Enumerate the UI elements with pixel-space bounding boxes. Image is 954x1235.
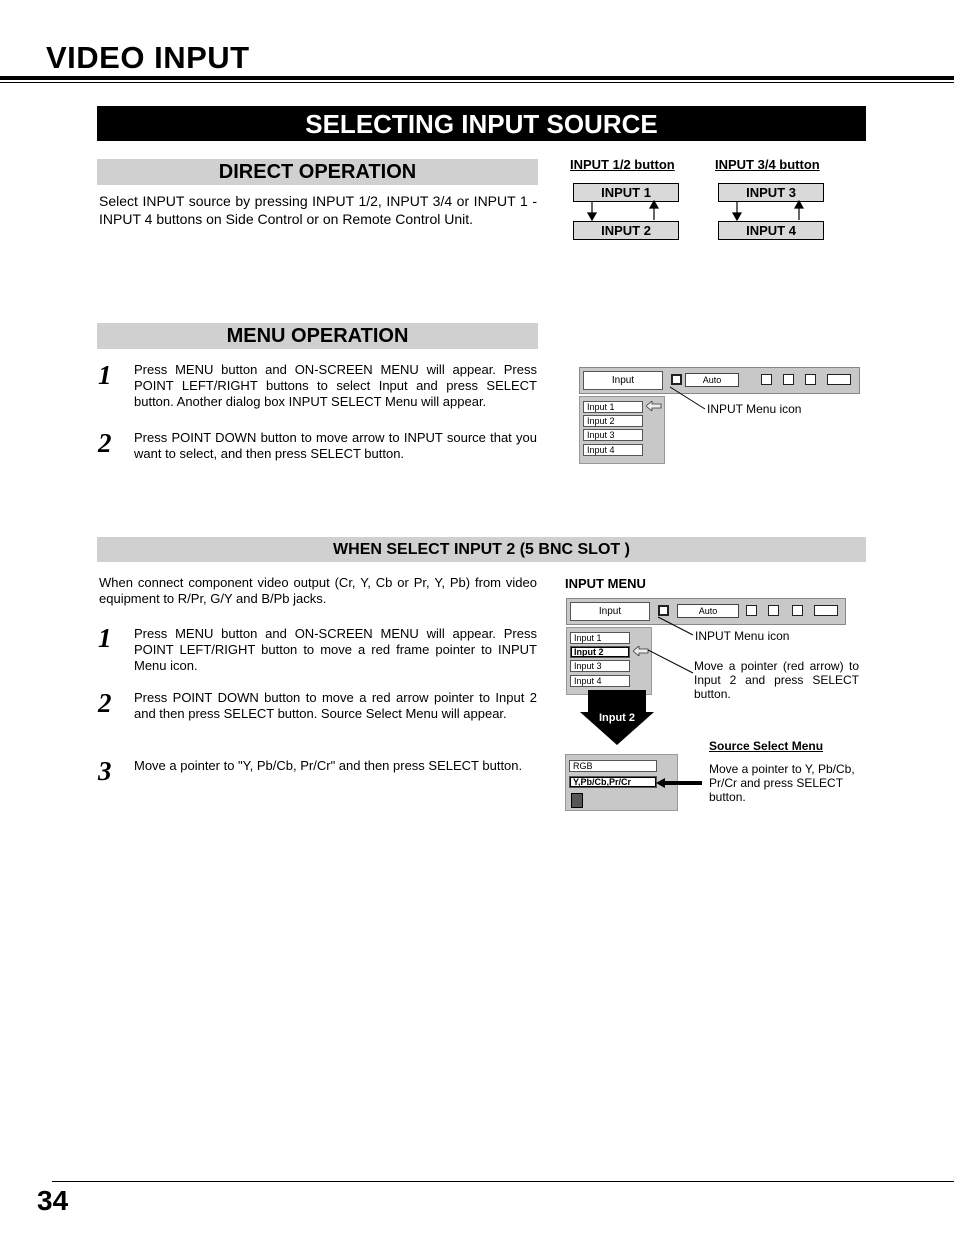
menu-item-input-4: Input 4 [583, 444, 643, 456]
input-select-menu [579, 396, 665, 464]
source-item-ypbpr: Y,Pb/Cb,Pr/Cr [569, 776, 657, 788]
exit-icon [571, 793, 583, 808]
bnc-menu-item-input-3: Input 3 [570, 660, 630, 672]
menu-auto-field: Auto [685, 373, 739, 387]
settings-icon [827, 374, 851, 385]
direct-operation-text: Select INPUT source by pressing INPUT 1/2, INPUT 3/4 or INPUT 1 - INPUT 4 buttons on Side Control or on Remote Control Unit. [99, 193, 537, 227]
section-banner: SELECTING INPUT SOURCE [97, 106, 866, 141]
menu-step-1-text: Press MENU button and ON-SCREEN MENU will appear. Press POINT LEFT/RIGHT buttons to select Input and press SELECT button. Another dialog box INPUT SELECT Menu will appear. [134, 362, 537, 409]
toggle-arrows [570, 200, 830, 222]
header-rule-thin [0, 82, 954, 83]
bnc-menu-auto-field: Auto [677, 604, 739, 618]
input-menu-icon-caption: INPUT Menu icon [707, 402, 802, 416]
input-3-button: INPUT 3 [718, 183, 824, 202]
page-number: 34 [37, 1185, 69, 1216]
input-12-arrows [588, 201, 658, 220]
input-4-button: INPUT 4 [718, 221, 824, 240]
bnc-step-1-number: 1 [98, 623, 112, 653]
bnc-image-icon [792, 605, 803, 616]
input-2-button: INPUT 2 [573, 221, 679, 240]
input-1-button: INPUT 1 [573, 183, 679, 202]
footer-rule [52, 1181, 954, 1182]
bnc-menu-item-input-2: Input 2 [570, 646, 630, 658]
menu-item-input-1: Input 1 [583, 401, 643, 413]
bnc-input-select-menu [566, 627, 652, 695]
bnc-settings-icon [814, 605, 838, 616]
input-menu-icon [671, 374, 682, 385]
menu-step-2-text: Press POINT DOWN button to move arrow to INPUT source that you want to select, and then press SELECT button. [134, 430, 537, 461]
input-menu-label: INPUT MENU [565, 576, 646, 591]
bnc-section-heading: WHEN SELECT INPUT 2 (5 BNC SLOT ) [97, 537, 866, 562]
bnc-menu-input-tab: Input [570, 602, 650, 621]
source-select-menu-label: Source Select Menu [709, 739, 824, 753]
bnc-pointer-arrow-icon [633, 646, 649, 656]
bnc-onscreen-menu-bar [566, 598, 846, 625]
menu-icon-leader-line [660, 385, 710, 415]
menu-item-input-2: Input 2 [583, 415, 643, 427]
menu-operation-heading: MENU OPERATION [97, 323, 538, 349]
input-34-group-label: INPUT 3/4 button [715, 157, 820, 172]
header-rule [0, 76, 954, 80]
onscreen-menu-bar [579, 367, 860, 394]
source-select-caption: Move a pointer to Y, Pb/Cb, Pr/Cr and press SELECT button. [709, 762, 855, 804]
menu-item-input-3: Input 3 [583, 429, 643, 441]
bnc-menu-item-input-1: Input 1 [570, 632, 630, 644]
bnc-menu-item-input-4: Input 4 [570, 675, 630, 687]
bnc-step-2-text: Press POINT DOWN button to move a red arrow pointer to Input 2 and then press SELECT button. Source Select Menu will appear. [134, 690, 537, 721]
bnc-step-2-number: 2 [98, 688, 112, 718]
input-12-group-label: INPUT 1/2 button [570, 157, 675, 172]
image-icon [805, 374, 816, 385]
menu-input-tab: Input [583, 371, 663, 390]
bnc-filter-icon [768, 605, 779, 616]
source-item-rgb: RGB [569, 760, 657, 772]
input-34-arrows [733, 201, 803, 220]
bnc-intro-text: When connect component video output (Cr, Y, Cb or Pr, Y, Pb) from video equipment to R/Pr, G/Y and B/Pb jacks. [99, 575, 537, 606]
menu-step-1-number: 1 [98, 360, 112, 390]
bnc-step-1-text: Press MENU button and ON-SCREEN MENU will appear. Press POINT LEFT/RIGHT button to move a red frame pointer to INPUT Menu icon. [134, 626, 537, 673]
bnc-step-3-text: Move a pointer to "Y, Pb/Cb, Pr/Cr" and then press SELECT button. [134, 758, 523, 773]
filter-icon [783, 374, 794, 385]
page-title: VIDEO INPUT [46, 40, 250, 75]
down-arrow-label: Input 2 [598, 712, 636, 724]
menu-step-2-number: 2 [98, 428, 112, 458]
bnc-leader-lines [648, 615, 698, 675]
bnc-pointer-caption: Move a pointer (red arrow) to Input 2 and press SELECT button. [694, 659, 859, 701]
bnc-step-3-number: 3 [98, 756, 112, 786]
direct-operation-heading: DIRECT OPERATION [97, 159, 538, 185]
square-icon [761, 374, 772, 385]
bnc-input-menu-icon-caption: INPUT Menu icon [695, 629, 790, 643]
source-pointer-arrow [656, 776, 706, 790]
bnc-square-icon [746, 605, 757, 616]
